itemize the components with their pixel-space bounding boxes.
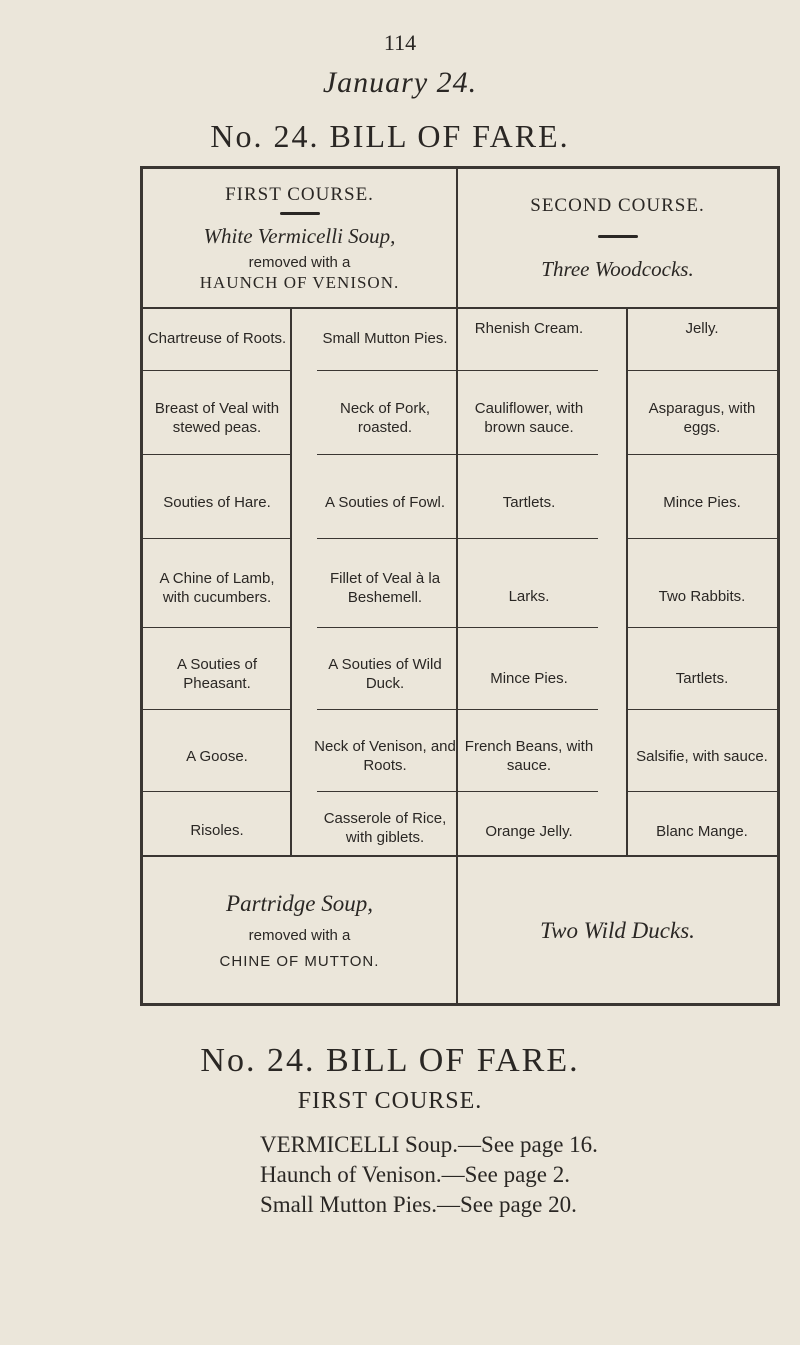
footer-right-ducks: Two Wild Ducks. [540, 917, 695, 943]
page-number: 114 [383, 30, 417, 55]
first-course-heading: FIRST COURSE. [225, 183, 374, 205]
dish-cell: Neck of Venison, and Roots. [314, 738, 456, 774]
footer-right-dish [458, 857, 777, 1005]
first-course-dish: White Vermicelli Soup, [203, 224, 396, 249]
page-date: January 24. [322, 66, 478, 99]
dish-cell: Mince Pies. [663, 493, 741, 511]
first-course-header [143, 169, 456, 307]
row-sep [628, 709, 777, 710]
dish-cell: A Souties of Wild Duck. [328, 656, 442, 692]
recipe-line: Small Mutton Pies.—See page 20. [260, 1192, 577, 1217]
second-course-dish: Three Woodcocks. [541, 257, 694, 282]
row-sep [317, 370, 456, 371]
bill-of-fare-title: No. 24. BILL OF FARE. [210, 118, 570, 154]
dish-cell: Breast of Veal with stewed peas. [154, 400, 280, 436]
recipe-line: VERMICELLI Soup.—See page 16. [260, 1132, 598, 1157]
divider-col1 [290, 309, 292, 855]
row-sep [628, 454, 777, 455]
row-sep [143, 709, 290, 710]
row-sep [317, 791, 456, 792]
dish-cell: Souties of Hare. [163, 493, 271, 511]
dish-cell: Blanc Mange. [656, 822, 748, 840]
recipes-title: No. 24. BILL OF FARE. [200, 1042, 580, 1079]
dish-cell: Rhenish Cream. [474, 319, 584, 337]
row-sep [628, 791, 777, 792]
row-sep [458, 791, 598, 792]
footer-left-soup: Partridge Soup, [226, 890, 373, 916]
ornament-rule [598, 235, 638, 238]
footer-left-remove: CHINE OF MUTTON. [219, 953, 380, 971]
dish-cell: Two Rabbits. [658, 587, 746, 605]
row-sep [458, 709, 598, 710]
second-course-header [458, 169, 777, 307]
dish-cell: Jelly. [685, 319, 719, 337]
divider-col3 [626, 309, 628, 855]
row-sep [143, 538, 290, 539]
row-sep [143, 627, 290, 628]
row-sep [143, 370, 290, 371]
second-course-heading: SECOND COURSE. [530, 194, 705, 216]
row-sep [317, 454, 456, 455]
row-sep [628, 370, 777, 371]
dish-cell: Tartlets. [502, 493, 556, 511]
dish-cell: Casserole of Rice, with giblets. [323, 810, 447, 846]
row-sep [458, 627, 598, 628]
first-course-removed-with: removed with a [248, 253, 351, 271]
row-sep [143, 791, 290, 792]
dish-cell: Larks. [508, 587, 550, 605]
row-sep [317, 538, 456, 539]
dish-cell: Fillet of Veal à la Beshemell. [329, 570, 441, 606]
recipes-heading: FIRST COURSE. [297, 1088, 483, 1114]
dish-cell: Mince Pies. [490, 669, 568, 687]
dish-cell: A Chine of Lamb, with cucumbers. [159, 570, 275, 606]
dish-cell: Chartreuse of Roots. [147, 329, 287, 347]
ornament-rule [280, 212, 320, 215]
row-sep [458, 454, 598, 455]
dish-cell: Orange Jelly. [485, 822, 573, 840]
recipe-line: Haunch of Venison.—See page 2. [260, 1162, 571, 1187]
dish-cell: A Souties of Pheasant. [176, 656, 258, 692]
footer-left-dish [143, 857, 456, 1005]
dish-cell: Neck of Pork, roasted. [339, 400, 431, 436]
dish-cell: Tartlets. [675, 669, 729, 687]
dish-cell: A Souties of Fowl. [324, 493, 446, 511]
dish-cell: Cauliflower, with brown sauce. [474, 400, 584, 436]
row-sep [317, 709, 456, 710]
dish-cell: Asparagus, with eggs. [648, 400, 756, 436]
bill-of-fare-table [140, 166, 780, 1006]
row-sep [317, 627, 456, 628]
dish-cell: A Goose. [186, 747, 248, 765]
row-sep [143, 454, 290, 455]
first-course-remove: HAUNCH OF VENISON. [199, 273, 400, 293]
row-sep [458, 370, 598, 371]
row-sep [628, 538, 777, 539]
footer-left-removed-with: removed with a [248, 926, 351, 944]
dish-cell: Risoles. [190, 821, 244, 839]
dish-cell: French Beans, with sauce. [464, 738, 594, 774]
dish-cell: Small Mutton Pies. [322, 329, 448, 347]
row-sep [628, 627, 777, 628]
row-sep [458, 538, 598, 539]
dish-cell: Salsifie, with sauce. [636, 747, 768, 765]
